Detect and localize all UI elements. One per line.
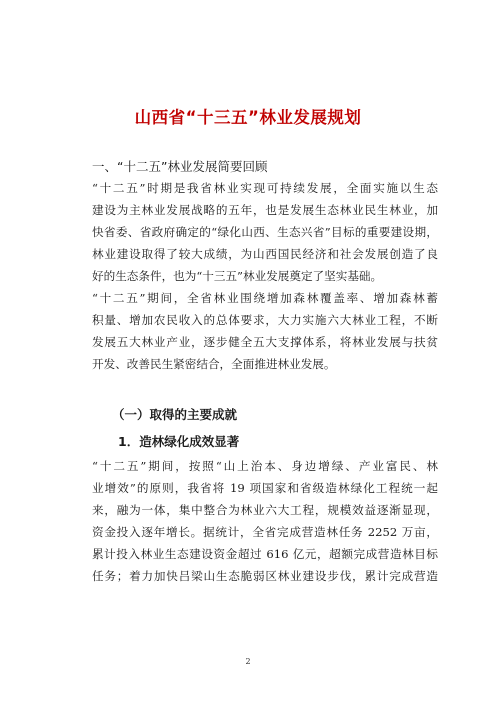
- document-title: 山西省“十三五”林业发展规划: [134, 108, 362, 127]
- paragraph-line: “十二五”时期是我省林业实现可持续发展，全面实施以生态: [92, 181, 438, 195]
- paragraph-1: [92, 177, 438, 287]
- paragraph-line: 建设为主林业发展战略的五年，也是发展生态林业民生林业，加: [92, 203, 438, 217]
- paragraph-2: [92, 287, 438, 375]
- paragraph-line: 快省委、省政府确定的“绿化山西、生态兴省”目标的重要建设期，: [92, 225, 438, 239]
- subsection-heading: （一）取得的主要成就: [112, 407, 238, 422]
- paragraph-line: 积量、增加农民收入的总体要求，大力实施六大林业工程，不断: [92, 313, 438, 327]
- section-heading: 一、“十二五”林业发展简要回顾: [92, 159, 268, 174]
- paragraph-line: 好的生态条件，也为“十三五”林业发展奠定了坚实基础。: [92, 269, 383, 283]
- page-number: 2: [245, 657, 251, 666]
- paragraph-line: 林业建设取得了较大成绩，为山西国民经济和社会发展创造了良: [92, 247, 438, 261]
- paragraph-line: 任务；着力加快吕梁山生态脆弱区林业建设步伐，累计完成营造: [92, 569, 438, 583]
- item-heading: 1．造林绿化成效显著: [118, 434, 240, 449]
- paragraph-line: 发展五大林业产业，逐步健全五大支撑体系，将林业发展与扶贫: [92, 335, 438, 349]
- paragraph-line: 来，融为一体，集中整合为林业六大工程，规模效益逐渐显现，: [92, 503, 438, 517]
- paragraph-line: “十二五”期间，按照“山上治本、身边增绿、产业富民、林: [92, 459, 438, 473]
- paragraph-line: 资金投入逐年增长。据统计，全省完成营造林任务 2252 万亩，: [92, 525, 438, 539]
- paragraph-line: 累计投入林业生态建设资金超过 616 亿元，超额完成营造林目标: [92, 547, 438, 561]
- paragraph-line: “十二五”期间，全省林业围绕增加森林覆盖率、增加森林蓄: [92, 291, 438, 305]
- paragraph-line: 开发、改善民生紧密结合，全面推进林业发展。: [92, 357, 336, 371]
- paragraph-line: 业增效”的原则，我省将 19 项国家和省级造林绿化工程统一起: [92, 481, 438, 495]
- paragraph-3: [92, 455, 438, 587]
